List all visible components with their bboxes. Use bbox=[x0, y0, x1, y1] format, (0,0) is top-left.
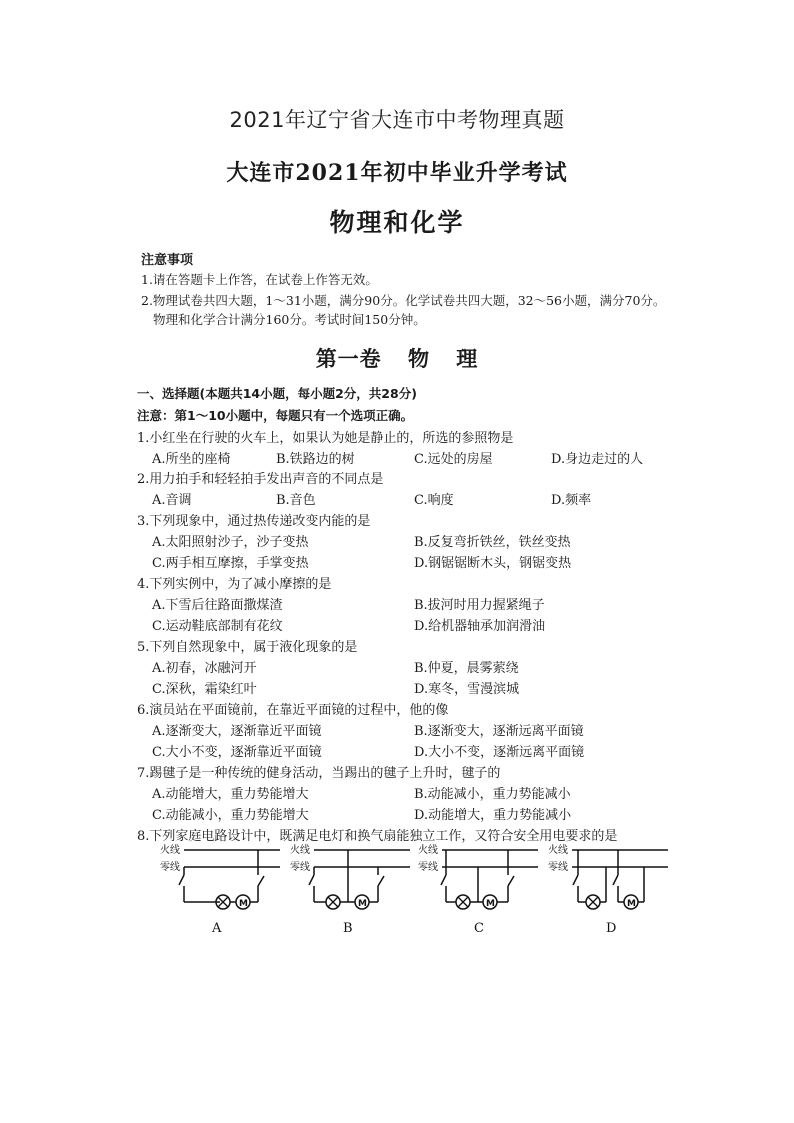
question-3-option-a: A.太阳照射沙子，沙子变热 bbox=[152, 535, 309, 550]
neutral-wire-label: 零线 bbox=[160, 862, 180, 873]
question-6-option-c: C.大小不变，逐渐靠近平面镜 bbox=[152, 745, 322, 760]
circuit-label-d: D bbox=[606, 921, 617, 936]
question-6-option-d: D.大小不变，逐渐远离平面镜 bbox=[414, 745, 585, 760]
circuit-diagram-c bbox=[418, 840, 543, 938]
question-3-stem: 3.下列现象中，通过热传递改变内能的是 bbox=[137, 514, 371, 529]
switch bbox=[573, 875, 578, 885]
neutral-wire-label: 零线 bbox=[548, 862, 568, 873]
question-4-stem: 4.下列实例中，为了减小摩擦的是 bbox=[137, 577, 332, 592]
question-5-stem: 5.下列自然现象中，属于液化现象的是 bbox=[137, 640, 358, 655]
question-2-option-d: D.频率 bbox=[551, 493, 592, 508]
circuit-diagram-b bbox=[290, 840, 415, 938]
question-6-option-a: A.逐渐变大，逐渐靠近平面镜 bbox=[152, 724, 322, 739]
switch bbox=[613, 875, 618, 885]
switch bbox=[309, 875, 314, 885]
question-7-option-d: D.动能增大，重力势能减小 bbox=[414, 808, 572, 823]
document-title: 2021年辽宁省大连市中考物理真题 bbox=[229, 108, 565, 132]
switch bbox=[258, 876, 264, 886]
switch bbox=[378, 876, 384, 886]
subject-title: 物理和化学 bbox=[329, 208, 465, 237]
switch bbox=[179, 875, 184, 885]
motor-symbol: M bbox=[358, 899, 367, 909]
live-wire-label: 火线 bbox=[290, 845, 310, 856]
section-note: 注意：第1～10小题中，每题只有一个选项正确。 bbox=[137, 408, 414, 423]
question-2-option-b: B.音色 bbox=[276, 493, 316, 508]
neutral-wire-label: 零线 bbox=[290, 862, 310, 873]
question-7-option-c: C.动能减小，重力势能增大 bbox=[152, 808, 309, 823]
motor-symbol: M bbox=[627, 899, 636, 909]
question-7-stem: 7.踢毽子是一种传统的健身活动，当踢出的毽子上升时，毽子的 bbox=[137, 766, 501, 781]
exam-title: 大连市2021年初中毕业升学考试 bbox=[226, 160, 568, 186]
question-1-option-a: A.所坐的座椅 bbox=[152, 452, 231, 467]
question-7-option-a: A.动能增大，重力势能增大 bbox=[152, 787, 309, 802]
live-wire-label: 火线 bbox=[418, 845, 438, 856]
motor-symbol: M bbox=[239, 899, 248, 909]
notes-line-2: 2.物理试卷共四大题，1～31小题，满分90分。化学试卷共四大题，32～56小题，满分70分。 bbox=[141, 293, 666, 308]
question-6-stem: 6.演员站在平面镜前，在靠近平面镜的过程中，他的像 bbox=[137, 703, 449, 718]
question-4-option-c: C.运动鞋底部制有花纹 bbox=[152, 619, 283, 634]
notes-line-1: 1.请在答题卡上作答，在试卷上作答无效。 bbox=[141, 272, 378, 287]
question-4-option-b: B.拔河时用力握紧绳子 bbox=[414, 598, 545, 613]
question-1-stem: 1.小红坐在行驶的火车上，如果认为她是静止的，所选的参照物是 bbox=[137, 431, 514, 446]
volume-title: 第一卷 物 理 bbox=[315, 347, 479, 371]
section-heading: 一、选择题(本题共14小题，每小题2分，共28分) bbox=[137, 386, 417, 401]
question-6-option-b: B.逐渐变大，逐渐远离平面镜 bbox=[414, 724, 584, 739]
circuit-diagram-a bbox=[160, 840, 285, 938]
question-3-option-c: C.两手相互摩擦，手掌变热 bbox=[152, 556, 309, 571]
switch bbox=[441, 875, 446, 885]
question-2-stem: 2.用力拍手和轻轻拍手发出声音的不同点是 bbox=[137, 472, 384, 487]
question-3-option-b: B.反复弯折铁丝，铁丝变热 bbox=[414, 535, 571, 550]
question-5-option-b: B.仲夏，晨雾萦绕 bbox=[414, 661, 519, 676]
question-1-option-b: B.铁路边的树 bbox=[276, 452, 355, 467]
motor-symbol: M bbox=[486, 899, 495, 909]
question-4-option-a: A.下雪后往路面撒煤渣 bbox=[152, 598, 283, 613]
question-5-option-a: A.初春，冰融河开 bbox=[152, 661, 257, 676]
live-wire-label: 火线 bbox=[160, 845, 180, 856]
question-3-option-d: D.钢锯锯断木头，钢锯变热 bbox=[414, 556, 572, 571]
question-2-option-c: C.响度 bbox=[414, 493, 454, 508]
question-5-option-c: C.深秋，霜染红叶 bbox=[152, 682, 257, 697]
question-1-option-d: D.身边走过的人 bbox=[551, 452, 644, 467]
question-8-stem: 8.下列家庭电路设计中，既满足电灯和换气扇能独立工作，又符合安全用电要求的是 bbox=[137, 829, 618, 844]
circuit-label-c: C bbox=[474, 921, 484, 936]
switch bbox=[508, 876, 514, 886]
notes-line-3: 物理和化学合计满分160分。考试时间150分钟。 bbox=[153, 312, 426, 327]
circuit-label-b: B bbox=[343, 921, 353, 936]
neutral-wire-label: 零线 bbox=[418, 862, 438, 873]
question-5-option-d: D.寒冬，雪漫滨城 bbox=[414, 682, 520, 697]
circuit-label-a: A bbox=[212, 921, 222, 936]
notes-heading: 注意事项 bbox=[141, 253, 194, 268]
circuit-diagram-d bbox=[548, 840, 673, 938]
question-7-option-b: B.动能减小，重力势能减小 bbox=[414, 787, 571, 802]
question-1-option-c: C.远处的房屋 bbox=[414, 452, 493, 467]
question-4-option-d: D.给机器轴承加润滑油 bbox=[414, 619, 546, 634]
live-wire-label: 火线 bbox=[548, 845, 568, 856]
question-2-option-a: A.音调 bbox=[152, 493, 192, 508]
